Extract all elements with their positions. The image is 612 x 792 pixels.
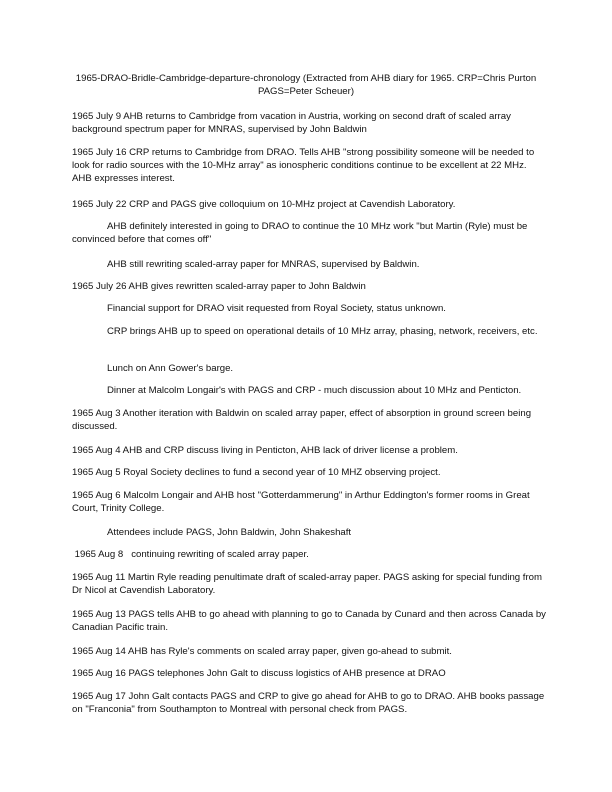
entry-note-dinner: Dinner at Malcolm Longair's with PAGS and CRP - much discussion about 10 MHz and Penticton. [107,385,522,396]
entry-1965-jul-26: 1965 July 26 AHB gives rewritten scaled-array paper to John Baldwin [72,281,366,292]
entry-note-rewriting: AHB still rewriting scaled-array paper for MNRAS, supervised by Baldwin. [107,259,420,270]
entry-1965-aug-11: 1965 Aug 11 Martin Ryle reading penultimate draft of scaled-array paper. PAGS asking for special funding from Dr Nicol at Cavendish Laboratory. [72,572,542,597]
document-title: 1965-DRAO-Bridle-Cambridge-departure-chronology (Extracted from AHB diary for 1965. CRP=Chris Purton PAGS=Peter Scheuer) [75,73,537,98]
entry-note-attendees: Attendees include PAGS, John Baldwin, John Shakeshaft [107,527,352,538]
entry-note-financial-support: Financial support for DRAO visit requested from Royal Society, status unknown. [107,303,446,314]
entry-1965-aug-04: 1965 Aug 4 AHB and CRP discuss living in Penticton, AHB lack of driver license a problem. [72,445,458,456]
entry-1965-aug-06: 1965 Aug 6 Malcolm Longair and AHB host "Gotterdammerung" in Arthur Eddington's former rooms in Great Court, Trinity College. [72,490,530,515]
entry-1965-jul-22: 1965 July 22 CRP and PAGS give colloquium on 10-MHz project at Cavendish Laboratory. [72,199,456,210]
entry-1965-aug-13: 1965 Aug 13 PAGS tells AHB to go ahead with planning to go to Canada by Cunard and then across Canada by Canadian Pacific train. [72,609,546,634]
entry-1965-aug-17: 1965 Aug 17 John Galt contacts PAGS and CRP to give go ahead for AHB to go to DRAO. AHB books passage on "Franconia" from Southampton to Montreal with personal check from PAGS. [72,691,545,716]
entry-1965-aug-03: 1965 Aug 3 Another iteration with Baldwin on scaled array paper, effect of absorption in ground screen being discussed. [72,408,532,433]
entry-1965-jul-09: 1965 July 9 AHB returns to Cambridge from vacation in Austria, working on second draft of scaled array background spectrum paper for MNRAS, supervised by John Baldwin [72,111,511,136]
entry-note-lunch: Lunch on Ann Gower's barge. [107,363,234,374]
entry-1965-aug-14: 1965 Aug 14 AHB has Ryle's comments on scaled array paper, given go-ahead to submit. [72,646,452,657]
entry-1965-aug-05: 1965 Aug 5 Royal Society declines to fund a second year of 10 MHZ observing project. [72,467,441,478]
entry-1965-jul-16: 1965 July 16 CRP returns to Cambridge from DRAO. Tells AHB "strong possibility someone will be needed to look for radio sources with the 10-MHz array" as ionospheric conditions continue to be excellent at 22 MHz. AHB expresses interest. [72,147,535,185]
entry-note-ahb-interest: AHB definitely interested in going to DRAO to continue the 10 MHz work "but Martin (Ryle) must be convinced before that comes off" [72,221,528,246]
entry-1965-aug-08: 1965 Aug 8 continuing rewriting of scaled array paper. [72,549,309,560]
entry-note-crp-briefing: CRP brings AHB up to speed on operational details of 10 MHz array, phasing, network, receivers, etc. [107,326,538,337]
entry-1965-aug-16: 1965 Aug 16 PAGS telephones John Galt to discuss logistics of AHB presence at DRAO [72,668,446,679]
